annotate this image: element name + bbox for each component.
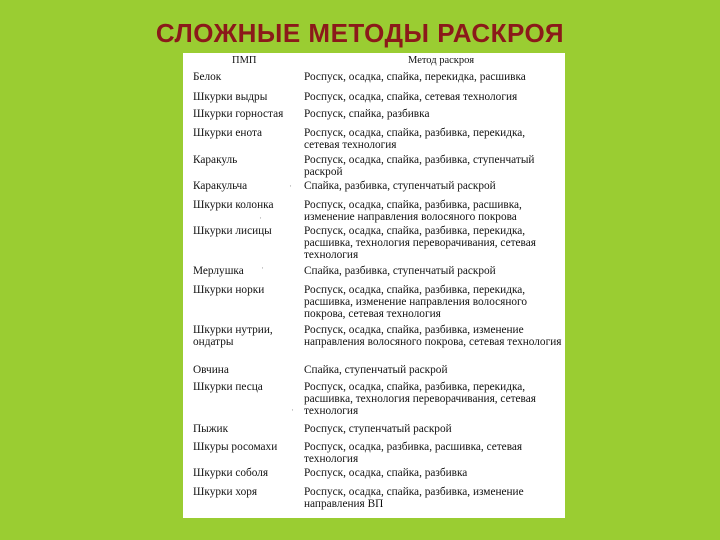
fur-name: Шкуры росомахи <box>193 441 278 453</box>
fur-name: Каракуль <box>193 154 238 166</box>
fur-name: Шкурки песца <box>193 381 263 393</box>
fur-name: Шкурки соболя <box>193 467 269 479</box>
fur-name: Мерлушка <box>193 265 244 277</box>
cutting-method: Роспуск, осадка, спайка, разбивка, ступенчатый раскрой <box>304 154 535 178</box>
column-header-method: Метод раскроя <box>408 55 475 66</box>
scan-speck: · <box>261 263 264 273</box>
cutting-method: Роспуск, осадка, спайка, разбивка, расшивка, изменение направления волосяного покрова <box>304 199 522 223</box>
scan-speck: · <box>259 213 262 223</box>
cutting-method: Роспуск, осадка, спайка, сетевая технология <box>304 91 518 103</box>
cutting-method: Роспуск, осадка, спайка, разбивка, изменение направления волосяного покрова, сетевая технология <box>304 324 562 348</box>
fur-name: Шкурки хоря <box>193 486 258 498</box>
cutting-method: Роспуск, осадка, спайка, перекидка, расшивка <box>304 71 526 83</box>
fur-name: Пыжик <box>193 423 229 435</box>
fur-name: Шкурки нутрии, ондатры <box>193 324 273 348</box>
cutting-method: Роспуск, осадка, спайка, разбивка <box>304 467 468 479</box>
fur-name: Шкурки выдры <box>193 91 268 103</box>
cutting-method: Роспуск, осадка, спайка, разбивка, перекидка, расшивка, технология переворачивания, сетевая технология <box>304 381 536 417</box>
cutting-method: Роспуск, ступенчатый раскрой <box>304 423 452 435</box>
cutting-method: Роспуск, осадка, разбивка, расшивка, сетевая технология <box>304 441 523 465</box>
scan-speck: · <box>289 181 292 191</box>
cutting-method: Роспуск, осадка, спайка, разбивка, изменение направления ВП <box>304 486 524 510</box>
fur-name: Шкурки колонка <box>193 199 274 211</box>
scanned-table <box>183 53 565 518</box>
cutting-method: Спайка, ступенчатый раскрой <box>304 364 448 376</box>
column-header-pmp: ПМП <box>232 55 257 66</box>
fur-name: Овчина <box>193 364 229 376</box>
cutting-method: Роспуск, осадка, спайка, разбивка, перекидка, расшивка, технология переворачивания, сетевая технология <box>304 225 536 261</box>
slide-title: СЛОЖНЫЕ МЕТОДЫ РАСКРОЯ <box>155 18 565 48</box>
fur-name: Шкурки норки <box>193 284 265 296</box>
cutting-method: Спайка, разбивка, ступенчатый раскрой <box>304 180 496 192</box>
fur-name: Каракульча <box>193 180 248 192</box>
cutting-method: Спайка, разбивка, ступенчатый раскрой <box>304 265 496 277</box>
fur-name: Шкурки лисицы <box>193 225 272 237</box>
cutting-method: Роспуск, осадка, спайка, разбивка, перекидка, расшивка, изменение направления волосяного покрова, сетевая технология <box>304 284 528 320</box>
scan-speck: · <box>291 405 294 415</box>
fur-name: Шкурки енота <box>193 127 263 139</box>
fur-name: Шкурки горностая <box>193 108 284 120</box>
fur-name: Белок <box>193 71 222 83</box>
cutting-method: Роспуск, спайка, разбивка <box>304 108 430 120</box>
cutting-method: Роспуск, осадка, спайка, разбивка, перекидка, сетевая технология <box>304 127 526 151</box>
